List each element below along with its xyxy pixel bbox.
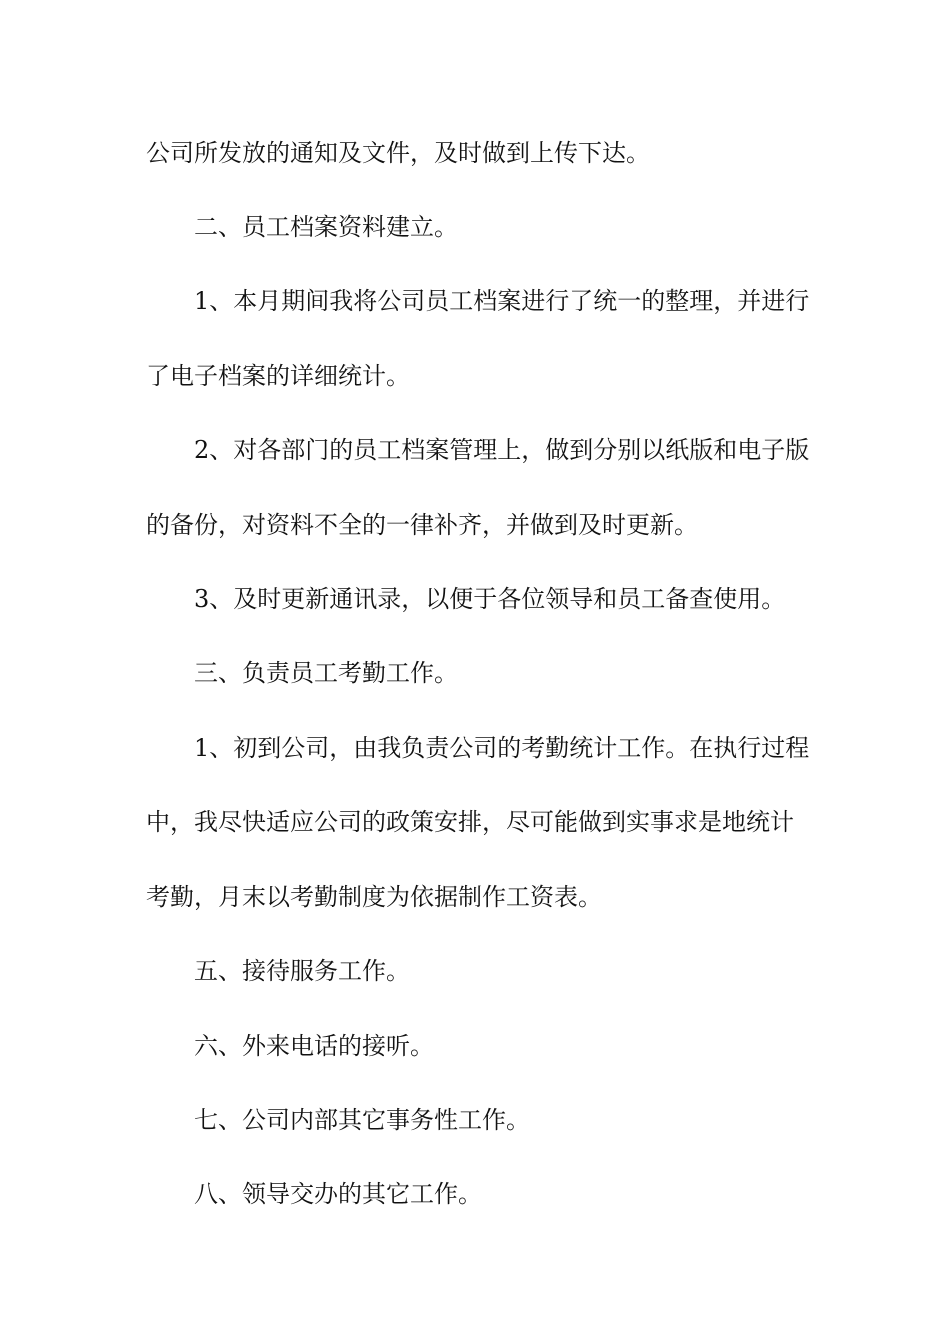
paragraph-line: 2、对各部门的员工档案管理上，做到分别以纸版和电子版 (194, 436, 810, 464)
section-heading-5: 五、接待服务工作。 (194, 957, 410, 985)
paragraph-line: 中，我尽快适应公司的政策安排，尽可能做到实事求是地统计 (146, 808, 794, 836)
paragraph-line: 考勤，月末以考勤制度为依据制作工资表。 (146, 883, 602, 911)
section-heading-3: 三、负责员工考勤工作。 (194, 659, 458, 687)
section-heading-6: 六、外来电话的接听。 (194, 1032, 434, 1060)
paragraph-line: 的备份，对资料不全的一律补齐，并做到及时更新。 (146, 511, 698, 539)
paragraph-line: 3、及时更新通讯录，以便于各位领导和员工备查使用。 (194, 585, 786, 613)
paragraph-line: 了电子档案的详细统计。 (146, 362, 410, 390)
paragraph-line: 1、本月期间我将公司员工档案进行了统一的整理，并进行 (194, 287, 810, 315)
section-heading-8: 八、领导交办的其它工作。 (194, 1180, 482, 1208)
section-heading-7: 七、公司内部其它事务性工作。 (194, 1106, 530, 1134)
paragraph-line: 1、初到公司，由我负责公司的考勤统计工作。在执行过程 (194, 734, 810, 762)
text-line-continuation: 公司所发放的通知及文件，及时做到上传下达。 (146, 139, 650, 167)
section-heading-2: 二、员工档案资料建立。 (194, 213, 458, 241)
